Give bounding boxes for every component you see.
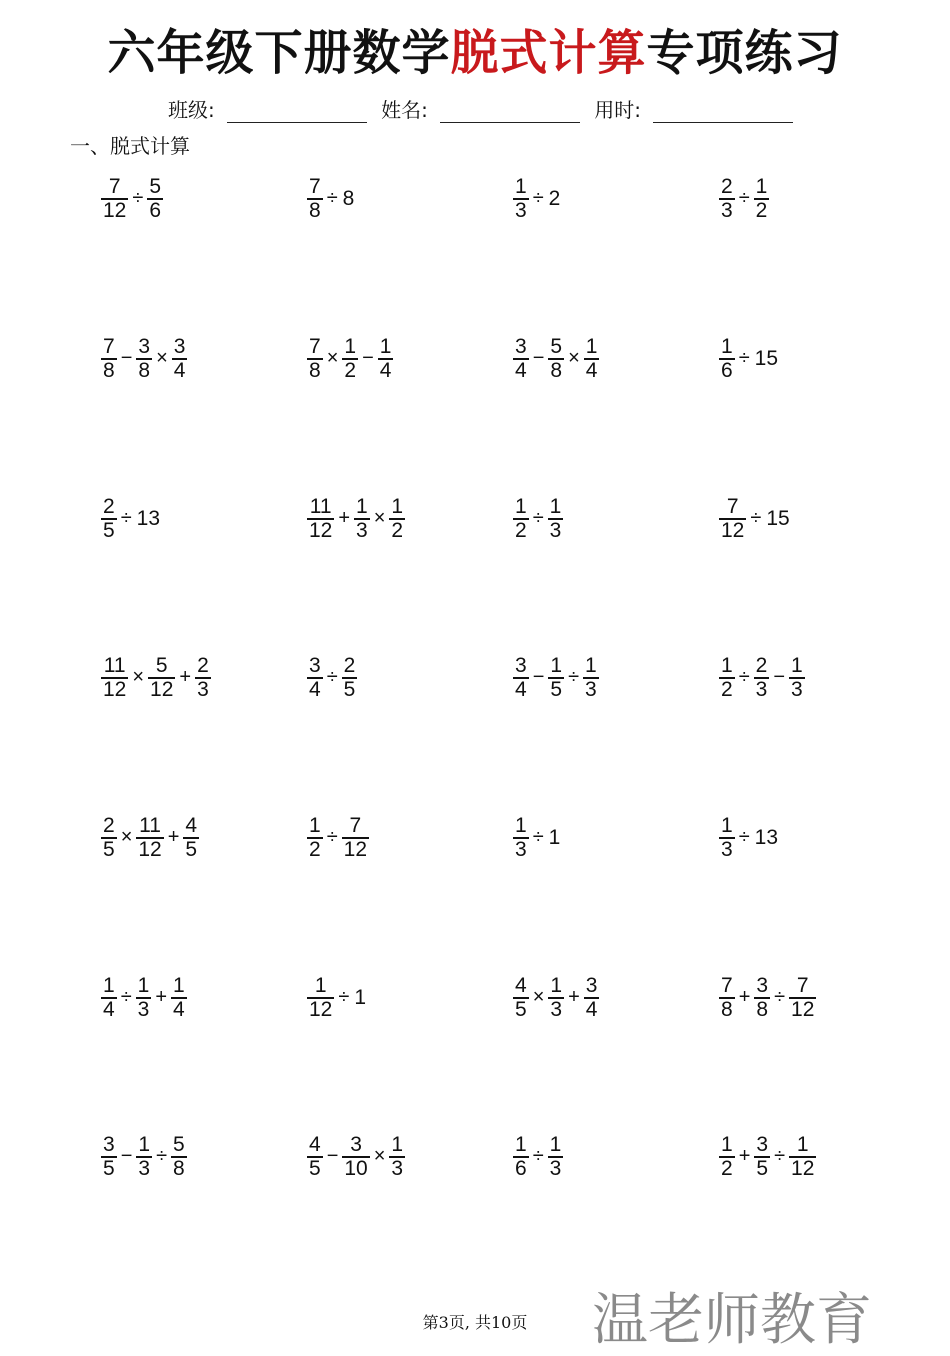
operator: + bbox=[179, 666, 192, 689]
numerator: 2 bbox=[197, 654, 209, 677]
numerator: 3 bbox=[173, 335, 186, 358]
fraction bbox=[548, 655, 564, 701]
fraction bbox=[307, 496, 334, 542]
denominator: 5 bbox=[515, 997, 527, 1021]
numerator: 3 bbox=[309, 654, 321, 677]
fraction bbox=[307, 1134, 323, 1180]
problem-19 bbox=[512, 815, 562, 861]
fraction bbox=[101, 1134, 117, 1180]
operator: + bbox=[338, 507, 351, 530]
denominator: 12 bbox=[721, 518, 745, 542]
denominator: 10 bbox=[344, 1156, 368, 1180]
numerator: 7 bbox=[103, 335, 115, 358]
problem-15 bbox=[512, 655, 600, 701]
numerator: 1 bbox=[173, 974, 185, 997]
fraction bbox=[389, 1134, 405, 1180]
operator: − bbox=[120, 1145, 133, 1168]
operator: × bbox=[532, 986, 545, 1009]
denominator: 6 bbox=[721, 358, 733, 382]
name-blank bbox=[440, 100, 580, 123]
numerator: 7 bbox=[796, 974, 809, 997]
whole-number: 2 bbox=[548, 186, 561, 210]
fraction bbox=[136, 975, 152, 1021]
denominator: 3 bbox=[791, 677, 803, 701]
numerator: 2 bbox=[343, 654, 356, 677]
operator: − bbox=[532, 666, 545, 689]
numerator: 1 bbox=[391, 495, 404, 518]
denominator: 5 bbox=[185, 837, 198, 861]
problem-27 bbox=[512, 1134, 564, 1180]
operator: × bbox=[132, 666, 145, 689]
numerator: 3 bbox=[515, 335, 527, 358]
denominator: 5 bbox=[103, 518, 115, 542]
operator: − bbox=[326, 1145, 339, 1168]
operator: ÷ bbox=[568, 666, 580, 689]
operator: ÷ bbox=[774, 986, 786, 1009]
numerator: 3 bbox=[350, 1133, 362, 1156]
numerator: 2 bbox=[103, 814, 115, 837]
problem-12 bbox=[718, 496, 792, 542]
problem-16 bbox=[718, 655, 806, 701]
denominator: 12 bbox=[150, 677, 174, 701]
denominator: 5 bbox=[343, 677, 356, 701]
problem-26 bbox=[306, 1134, 406, 1180]
fraction bbox=[513, 176, 529, 222]
operator: ÷ bbox=[338, 986, 350, 1009]
numerator: 7 bbox=[721, 974, 733, 997]
numerator: 1 bbox=[138, 1133, 151, 1156]
fraction bbox=[548, 975, 564, 1021]
operator: ÷ bbox=[532, 826, 544, 849]
operator: × bbox=[156, 347, 168, 370]
numerator: 5 bbox=[155, 654, 168, 677]
numerator: 1 bbox=[515, 175, 527, 198]
operator: − bbox=[120, 347, 133, 370]
fraction bbox=[307, 815, 323, 861]
denominator: 4 bbox=[379, 358, 392, 382]
fraction bbox=[342, 336, 358, 382]
operator: ÷ bbox=[120, 507, 132, 530]
fraction bbox=[136, 336, 152, 382]
numerator: 1 bbox=[791, 654, 803, 677]
problem-10 bbox=[306, 496, 406, 542]
denominator: 5 bbox=[756, 1156, 769, 1180]
fraction bbox=[513, 336, 529, 382]
name-label: 姓名: bbox=[381, 98, 428, 122]
denominator: 12 bbox=[343, 837, 368, 861]
denominator: 8 bbox=[103, 358, 115, 382]
fraction bbox=[307, 975, 334, 1021]
fraction bbox=[719, 496, 746, 542]
denominator: 8 bbox=[309, 358, 321, 382]
fraction bbox=[101, 496, 117, 542]
operator: ÷ bbox=[132, 187, 144, 210]
fraction bbox=[307, 176, 323, 222]
fraction bbox=[789, 655, 805, 701]
denominator: 12 bbox=[791, 997, 815, 1021]
denominator: 3 bbox=[549, 518, 562, 542]
numerator: 1 bbox=[515, 1133, 527, 1156]
denominator: 4 bbox=[173, 997, 185, 1021]
fraction bbox=[584, 336, 600, 382]
operator: ÷ bbox=[738, 347, 750, 370]
numerator: 1 bbox=[721, 1133, 733, 1156]
whole-number: 15 bbox=[754, 346, 779, 370]
denominator: 3 bbox=[391, 1156, 404, 1180]
problem-28 bbox=[718, 1134, 817, 1180]
fraction bbox=[389, 496, 405, 542]
denominator: 2 bbox=[344, 358, 357, 382]
fraction bbox=[101, 655, 128, 701]
student-info-line bbox=[168, 94, 801, 123]
numerator: 1 bbox=[137, 974, 150, 997]
problem-2 bbox=[306, 176, 356, 222]
operator: ÷ bbox=[326, 826, 338, 849]
fraction bbox=[147, 176, 163, 222]
fraction bbox=[101, 336, 117, 382]
fraction bbox=[342, 655, 358, 701]
fraction bbox=[789, 1134, 816, 1180]
denominator: 8 bbox=[173, 1156, 185, 1180]
operator: × bbox=[373, 507, 386, 530]
denominator: 2 bbox=[721, 1156, 733, 1180]
worksheet-title bbox=[0, 14, 950, 83]
problem-20 bbox=[718, 815, 780, 861]
numerator: 1 bbox=[314, 974, 327, 997]
problem-8 bbox=[718, 336, 780, 382]
denominator: 3 bbox=[755, 677, 768, 701]
operator: × bbox=[373, 1145, 386, 1168]
title-highlight: 脱式计算 bbox=[450, 25, 647, 81]
denominator: 3 bbox=[549, 1156, 562, 1180]
denominator: 12 bbox=[138, 837, 162, 861]
numerator: 2 bbox=[755, 654, 768, 677]
fraction bbox=[136, 1134, 152, 1180]
denominator: 2 bbox=[515, 518, 527, 542]
denominator: 12 bbox=[791, 1156, 815, 1180]
whole-number: 1 bbox=[548, 825, 561, 849]
problem-5 bbox=[100, 336, 188, 382]
fraction bbox=[171, 975, 187, 1021]
fraction bbox=[101, 176, 128, 222]
fraction bbox=[754, 1134, 770, 1180]
denominator: 3 bbox=[515, 837, 527, 861]
problem-23 bbox=[512, 975, 600, 1021]
denominator: 4 bbox=[585, 997, 598, 1021]
fraction bbox=[195, 655, 211, 701]
denominator: 6 bbox=[515, 1156, 527, 1180]
denominator: 12 bbox=[103, 677, 127, 701]
denominator: 5 bbox=[309, 1156, 321, 1180]
numerator: 4 bbox=[185, 814, 198, 837]
denominator: 3 bbox=[515, 198, 527, 222]
fraction bbox=[101, 815, 117, 861]
numerator: 7 bbox=[108, 175, 121, 198]
operator: ÷ bbox=[532, 187, 544, 210]
operator: ÷ bbox=[120, 986, 132, 1009]
problem-21 bbox=[100, 975, 188, 1021]
numerator: 1 bbox=[721, 814, 733, 837]
denominator: 6 bbox=[149, 198, 162, 222]
numerator: 1 bbox=[721, 335, 733, 358]
numerator: 1 bbox=[721, 654, 733, 677]
fraction bbox=[148, 655, 175, 701]
numerator: 5 bbox=[550, 335, 563, 358]
fraction bbox=[719, 336, 735, 382]
numerator: 3 bbox=[756, 974, 769, 997]
denominator: 4 bbox=[585, 358, 598, 382]
numerator: 4 bbox=[309, 1133, 321, 1156]
denominator: 3 bbox=[550, 997, 563, 1021]
fraction bbox=[171, 1134, 187, 1180]
numerator: 11 bbox=[139, 814, 161, 837]
fraction bbox=[172, 336, 188, 382]
fraction bbox=[548, 496, 564, 542]
numerator: 3 bbox=[756, 1133, 769, 1156]
problem-22 bbox=[306, 975, 368, 1021]
class-label: 班级: bbox=[168, 98, 215, 122]
fraction bbox=[307, 655, 323, 701]
problem-3 bbox=[512, 176, 562, 222]
fraction bbox=[719, 975, 735, 1021]
numerator: 1 bbox=[103, 974, 115, 997]
numerator: 1 bbox=[309, 814, 321, 837]
fraction bbox=[513, 1134, 529, 1180]
whole-number: 13 bbox=[754, 825, 779, 849]
fraction bbox=[789, 975, 816, 1021]
denominator: 3 bbox=[197, 677, 209, 701]
denominator: 12 bbox=[103, 198, 127, 222]
title-part2: 专项练习 bbox=[646, 25, 843, 81]
operator: + bbox=[155, 986, 168, 1009]
operator: ÷ bbox=[774, 1145, 786, 1168]
fraction bbox=[719, 176, 735, 222]
time-label: 用时: bbox=[594, 98, 641, 122]
denominator: 3 bbox=[138, 1156, 151, 1180]
whole-number: 15 bbox=[766, 506, 790, 530]
numerator: 7 bbox=[349, 814, 362, 837]
time-blank bbox=[653, 100, 793, 123]
fraction bbox=[754, 176, 770, 222]
numerator: 3 bbox=[138, 335, 151, 358]
numerator: 11 bbox=[103, 654, 126, 677]
denominator: 3 bbox=[585, 677, 597, 701]
problem-6 bbox=[306, 336, 394, 382]
operator: − bbox=[532, 347, 545, 370]
denominator: 2 bbox=[309, 837, 321, 861]
problem-18 bbox=[306, 815, 370, 861]
denominator: 8 bbox=[756, 997, 769, 1021]
operator: × bbox=[120, 826, 133, 849]
watermark-text: 温老师教育 bbox=[592, 1288, 872, 1353]
fraction bbox=[719, 1134, 735, 1180]
denominator: 2 bbox=[755, 198, 768, 222]
fraction bbox=[513, 655, 529, 701]
fraction bbox=[136, 815, 163, 861]
numerator: 2 bbox=[103, 495, 115, 518]
numerator: 4 bbox=[515, 974, 527, 997]
fraction bbox=[307, 336, 323, 382]
numerator: 11 bbox=[309, 495, 332, 518]
operator: ÷ bbox=[738, 666, 750, 689]
fraction bbox=[754, 655, 770, 701]
problem-7 bbox=[512, 336, 600, 382]
fraction bbox=[183, 815, 199, 861]
problem-25 bbox=[100, 1134, 188, 1180]
numerator: 1 bbox=[515, 495, 527, 518]
numerator: 2 bbox=[721, 175, 733, 198]
denominator: 8 bbox=[138, 358, 151, 382]
problem-1 bbox=[100, 176, 164, 222]
numerator: 1 bbox=[515, 814, 527, 837]
denominator: 3 bbox=[721, 198, 733, 222]
numerator: 5 bbox=[173, 1133, 185, 1156]
fraction bbox=[754, 975, 770, 1021]
operator: − bbox=[362, 347, 374, 370]
numerator: 1 bbox=[379, 335, 392, 358]
operator: ÷ bbox=[532, 507, 544, 530]
problem-4 bbox=[718, 176, 770, 222]
fraction bbox=[354, 496, 370, 542]
numerator: 1 bbox=[585, 654, 597, 677]
operator: ÷ bbox=[156, 1145, 168, 1168]
operator: × bbox=[326, 347, 339, 370]
denominator: 4 bbox=[103, 997, 115, 1021]
operator: ÷ bbox=[532, 1145, 544, 1168]
numerator: 7 bbox=[309, 175, 321, 198]
fraction bbox=[719, 655, 735, 701]
denominator: 3 bbox=[137, 997, 150, 1021]
operator: ÷ bbox=[326, 187, 338, 210]
operator: ÷ bbox=[750, 507, 762, 530]
denominator: 5 bbox=[550, 677, 563, 701]
numerator: 7 bbox=[726, 495, 739, 518]
operator: + bbox=[738, 986, 751, 1009]
fraction bbox=[342, 1134, 369, 1180]
fraction bbox=[101, 975, 117, 1021]
problem-13 bbox=[100, 655, 212, 701]
denominator: 8 bbox=[721, 997, 733, 1021]
fraction bbox=[513, 815, 529, 861]
fraction bbox=[513, 496, 529, 542]
numerator: 1 bbox=[344, 335, 357, 358]
numerator: 1 bbox=[585, 335, 598, 358]
denominator: 12 bbox=[309, 518, 333, 542]
numerator: 3 bbox=[103, 1133, 115, 1156]
problem-24 bbox=[718, 975, 817, 1021]
denominator: 4 bbox=[173, 358, 186, 382]
operator: ÷ bbox=[738, 826, 750, 849]
denominator: 12 bbox=[309, 997, 333, 1021]
numerator: 1 bbox=[356, 495, 368, 518]
denominator: 2 bbox=[391, 518, 404, 542]
page-footer: 第3页, 共10页 bbox=[422, 1313, 528, 1332]
numerator: 3 bbox=[585, 974, 598, 997]
fraction bbox=[342, 815, 369, 861]
operator: + bbox=[568, 986, 580, 1009]
numerator: 1 bbox=[549, 1133, 562, 1156]
whole-number: 13 bbox=[136, 506, 161, 530]
fraction bbox=[548, 336, 564, 382]
operator: × bbox=[568, 347, 580, 370]
denominator: 4 bbox=[515, 677, 527, 701]
operator: ÷ bbox=[326, 666, 338, 689]
denominator: 4 bbox=[515, 358, 527, 382]
whole-number: 1 bbox=[354, 985, 367, 1009]
title-part1: 六年级下册数学 bbox=[107, 25, 451, 81]
class-blank bbox=[227, 100, 367, 123]
fraction bbox=[548, 1134, 564, 1180]
denominator: 3 bbox=[721, 837, 733, 861]
denominator: 2 bbox=[721, 677, 733, 701]
denominator: 5 bbox=[103, 1156, 115, 1180]
section-title: 一、脱式计算 bbox=[70, 134, 190, 158]
problem-9 bbox=[100, 496, 162, 542]
operator: + bbox=[738, 1145, 751, 1168]
numerator: 1 bbox=[550, 654, 563, 677]
fraction bbox=[378, 336, 394, 382]
numerator: 3 bbox=[515, 654, 527, 677]
numerator: 7 bbox=[309, 335, 321, 358]
denominator: 3 bbox=[356, 518, 368, 542]
problem-14 bbox=[306, 655, 358, 701]
problem-17 bbox=[100, 815, 200, 861]
operator: − bbox=[773, 666, 786, 689]
fraction bbox=[513, 975, 529, 1021]
fraction bbox=[583, 655, 599, 701]
fraction bbox=[719, 815, 735, 861]
numerator: 1 bbox=[755, 175, 768, 198]
denominator: 8 bbox=[550, 358, 563, 382]
operator: ÷ bbox=[738, 187, 750, 210]
problem-11 bbox=[512, 496, 564, 542]
numerator: 1 bbox=[391, 1133, 404, 1156]
denominator: 5 bbox=[103, 837, 115, 861]
operator: + bbox=[167, 826, 180, 849]
numerator: 1 bbox=[550, 974, 563, 997]
numerator: 1 bbox=[796, 1133, 809, 1156]
denominator: 8 bbox=[309, 198, 321, 222]
denominator: 4 bbox=[309, 677, 321, 701]
numerator: 5 bbox=[149, 175, 162, 198]
fraction bbox=[584, 975, 600, 1021]
whole-number: 8 bbox=[342, 186, 355, 210]
numerator: 1 bbox=[549, 495, 562, 518]
